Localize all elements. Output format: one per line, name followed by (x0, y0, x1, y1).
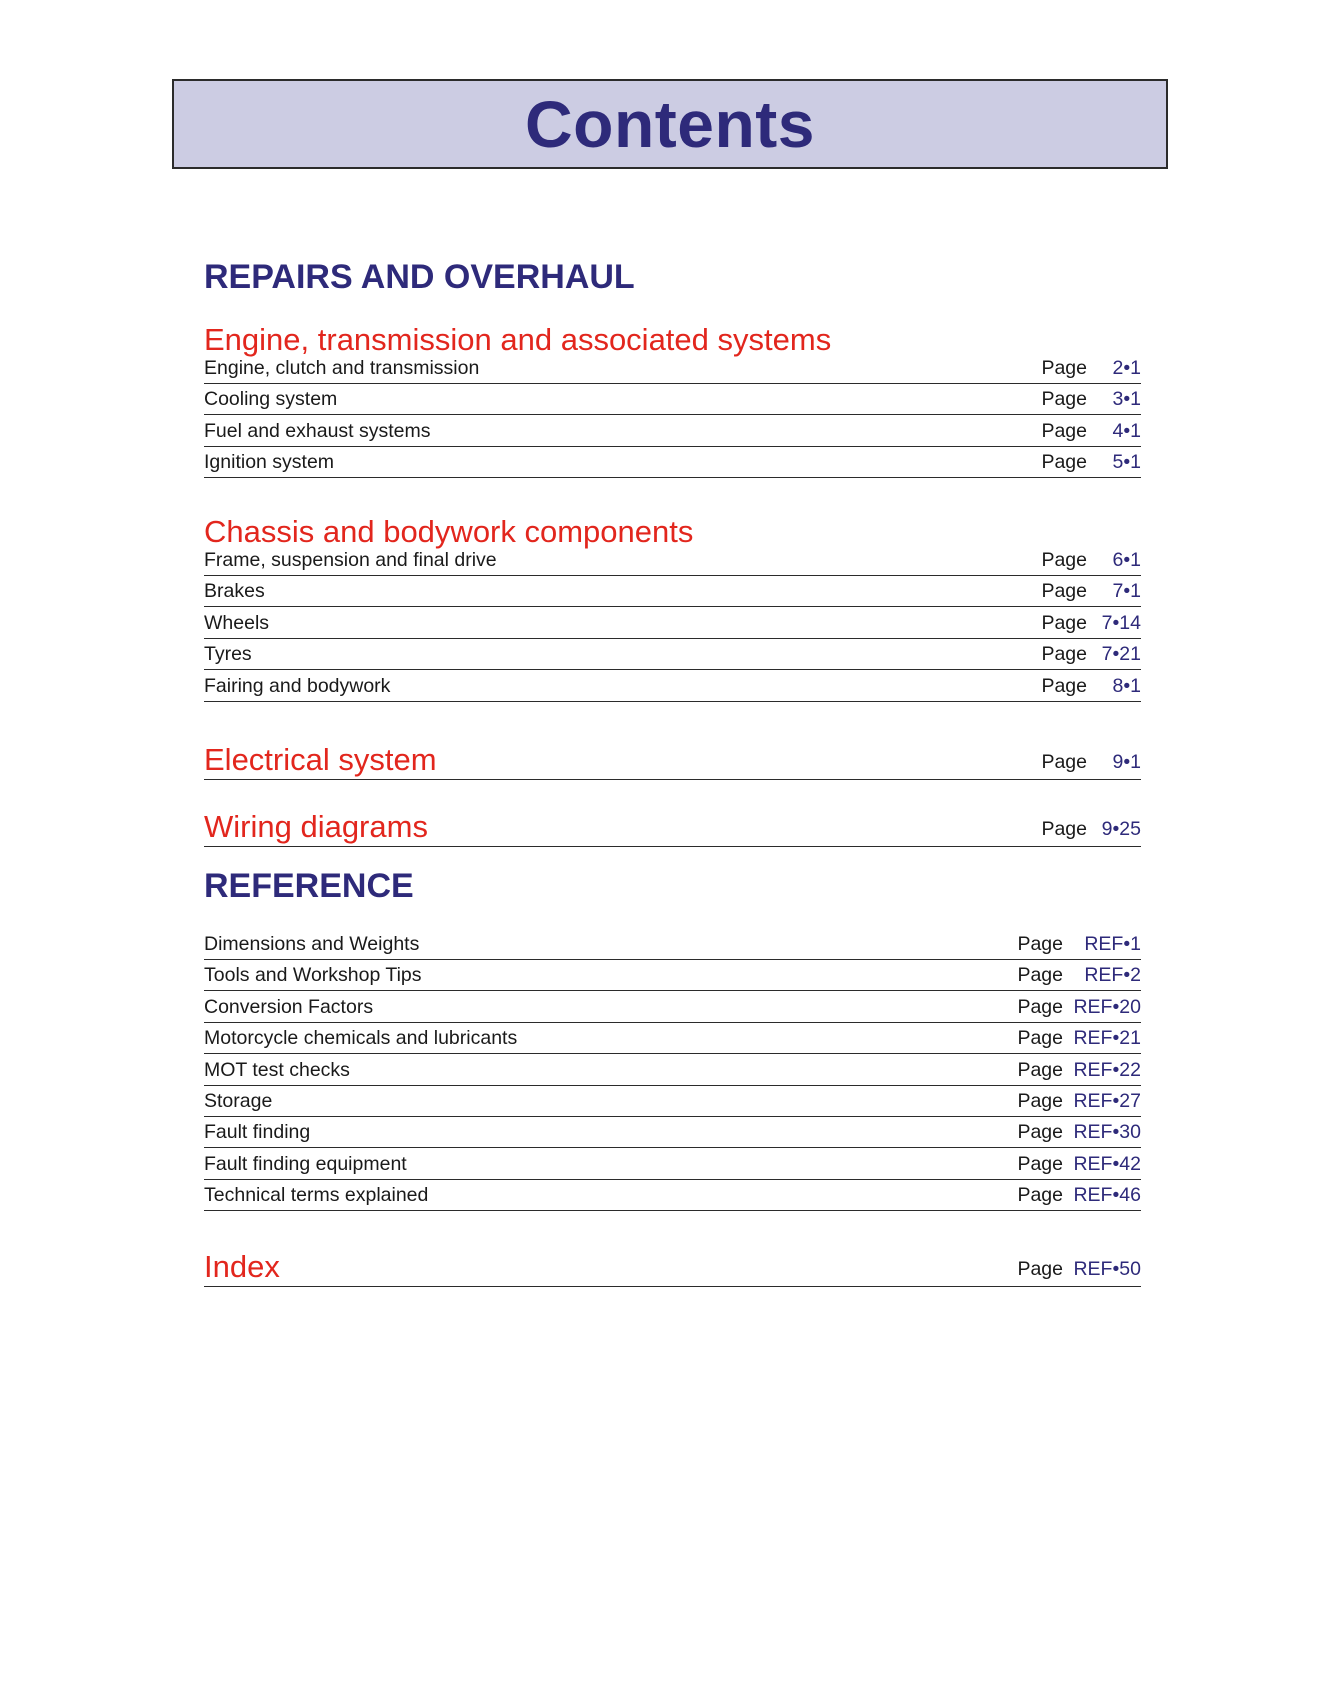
page-number[interactable]: 7•14 (1101, 611, 1141, 634)
toc-entry-page (1041, 549, 1141, 572)
toc-entry-dimensions[interactable] (204, 932, 1141, 960)
page-number[interactable]: REF•20 (1073, 995, 1141, 1018)
toc-entry-label: Ignition system (204, 451, 335, 474)
repairs-heading: REPAIRS AND OVERHAUL (204, 258, 635, 296)
toc-entry-label: Fuel and exhaust systems (204, 419, 431, 442)
toc-entry-page (1017, 1184, 1141, 1207)
toc-entry-electrical[interactable] (204, 738, 1141, 780)
toc-entry-page (1017, 1059, 1141, 1082)
page-number[interactable]: REF•27 (1073, 1089, 1141, 1112)
page-word: Page (1017, 1152, 1063, 1175)
toc-entry-wheels[interactable] (204, 607, 1141, 638)
electrical-group (204, 738, 1141, 780)
page-number[interactable]: REF•22 (1073, 1058, 1141, 1081)
page-word: Page (1041, 674, 1087, 697)
toc-entry-page (1017, 964, 1141, 987)
title-banner (172, 79, 1168, 169)
page-number[interactable]: REF•30 (1073, 1121, 1141, 1144)
toc-entry-page (1017, 1153, 1141, 1176)
toc-entry-page (1017, 1090, 1141, 1113)
toc-entry-label: Technical terms explained (204, 1184, 429, 1207)
index-group (204, 1245, 1141, 1287)
engine-group-title: Engine, transmission and associated systems (204, 322, 832, 357)
page-number[interactable]: 8•1 (1112, 674, 1141, 697)
toc-entry-page (1041, 420, 1141, 443)
engine-group (204, 322, 1141, 478)
toc-entry-label: Motorcycle chemicals and lubricants (204, 1027, 518, 1050)
toc-entry-page (1017, 1027, 1141, 1050)
toc-entry-fairing[interactable] (204, 670, 1141, 701)
toc-entry-page (1041, 751, 1141, 775)
toc-entry-fault-finding[interactable] (204, 1117, 1141, 1148)
page-word: Page (1041, 451, 1087, 474)
toc-entry-page (1017, 933, 1141, 956)
page-word: Page (1017, 1184, 1063, 1207)
page-word: Page (1041, 751, 1087, 773)
page-word: Page (1041, 419, 1087, 442)
page-number[interactable]: 5•1 (1112, 451, 1141, 474)
page-word: Page (1041, 611, 1087, 634)
page-word: Page (1041, 388, 1087, 411)
page-word: Page (1041, 643, 1087, 666)
page-number[interactable]: 9•25 (1101, 818, 1141, 840)
page-word: Page (1017, 995, 1063, 1018)
toc-entry-engine-clutch[interactable] (204, 358, 1141, 384)
index-title: Index (204, 1249, 280, 1284)
toc-entry-page (1041, 675, 1141, 698)
wiring-group (204, 805, 1141, 847)
toc-entry-page (1041, 388, 1141, 411)
page-word: Page (1041, 357, 1087, 379)
toc-entry-label: Tools and Workshop Tips (204, 964, 422, 987)
toc-entry-label: Brakes (204, 580, 265, 603)
page-number[interactable]: REF•1 (1084, 933, 1141, 955)
toc-entry-label: Conversion Factors (204, 995, 374, 1018)
page-number[interactable]: 7•21 (1101, 643, 1141, 666)
page-title: Contents (525, 87, 815, 161)
page-word: Page (1017, 1058, 1063, 1081)
reference-heading-section (204, 867, 1141, 906)
reference-group (204, 932, 1141, 1211)
toc-entry-page (1041, 580, 1141, 603)
toc-entry-page (1017, 996, 1141, 1019)
reference-heading: REFERENCE (204, 867, 414, 905)
page-number[interactable]: 9•1 (1112, 751, 1141, 773)
toc-entry-page (1017, 1121, 1141, 1144)
toc-entry-page (1041, 451, 1141, 474)
toc-entry-ignition[interactable] (204, 447, 1141, 478)
toc-entry-cooling[interactable] (204, 384, 1141, 415)
chassis-group (204, 514, 1141, 702)
page-number[interactable]: REF•2 (1084, 964, 1141, 987)
toc-entry-page (1041, 612, 1141, 635)
chassis-group-list (204, 550, 1141, 702)
repairs-heading-section (204, 258, 1141, 297)
toc-entry-page (1041, 357, 1141, 380)
page-number[interactable]: REF•42 (1073, 1152, 1141, 1175)
toc-entry-page (1041, 818, 1141, 842)
page-word: Page (1017, 1027, 1063, 1050)
page-word: Page (1017, 1121, 1063, 1144)
toc-entry-page (1041, 643, 1141, 666)
toc-entry-label: Fairing and bodywork (204, 674, 391, 697)
page-word: Page (1017, 933, 1063, 955)
electrical-group-title: Electrical system (204, 742, 437, 777)
page-number[interactable]: 3•1 (1112, 388, 1141, 411)
page-word: Page (1041, 818, 1087, 840)
toc-entry-label: Cooling system (204, 388, 338, 411)
page-word: Page (1017, 1089, 1063, 1112)
page-number[interactable]: 7•1 (1112, 580, 1141, 603)
toc-entry-label: Dimensions and Weights (204, 933, 420, 955)
page-number[interactable]: REF•21 (1073, 1027, 1141, 1050)
reference-list (204, 932, 1141, 1211)
page-word: Page (1017, 964, 1063, 987)
toc-entry-label: Engine, clutch and transmission (204, 357, 480, 379)
toc-entry-wiring[interactable] (204, 805, 1141, 847)
engine-group-list (204, 358, 1141, 478)
page-number[interactable]: 6•1 (1112, 549, 1141, 571)
toc-entry-page (1017, 1258, 1141, 1282)
toc-entry-storage[interactable] (204, 1086, 1141, 1117)
toc-entry-label: MOT test checks (204, 1058, 350, 1081)
chassis-group-title: Chassis and bodywork components (204, 514, 694, 549)
toc-entry-index[interactable] (204, 1245, 1141, 1287)
toc-entry-label: Tyres (204, 643, 252, 666)
page-word: Page (1041, 549, 1087, 571)
page-number[interactable]: 4•1 (1112, 419, 1141, 442)
toc-entry-label: Wheels (204, 611, 270, 634)
toc-entry-label: Frame, suspension and final drive (204, 549, 497, 571)
toc-entry-tyres[interactable] (204, 639, 1141, 670)
toc-entry-brakes[interactable] (204, 576, 1141, 607)
toc-entry-chemicals[interactable] (204, 1023, 1141, 1054)
toc-entry-conversion[interactable] (204, 991, 1141, 1022)
toc-entry-label: Storage (204, 1089, 273, 1112)
page-number[interactable]: REF•46 (1073, 1184, 1141, 1207)
page-number[interactable]: 2•1 (1112, 357, 1141, 379)
page-number[interactable]: REF•50 (1073, 1258, 1141, 1280)
toc-entry-tools[interactable] (204, 960, 1141, 991)
wiring-group-title: Wiring diagrams (204, 809, 428, 844)
page-word: Page (1041, 580, 1087, 603)
toc-entry-mot[interactable] (204, 1054, 1141, 1085)
toc-entry-fault-equipment[interactable] (204, 1148, 1141, 1179)
toc-entry-frame[interactable] (204, 550, 1141, 576)
toc-entry-label: Fault finding equipment (204, 1152, 407, 1175)
toc-entry-fuel-exhaust[interactable] (204, 415, 1141, 446)
toc-entry-label: Fault finding (204, 1121, 311, 1144)
page-word: Page (1017, 1258, 1063, 1280)
toc-entry-technical-terms[interactable] (204, 1180, 1141, 1211)
